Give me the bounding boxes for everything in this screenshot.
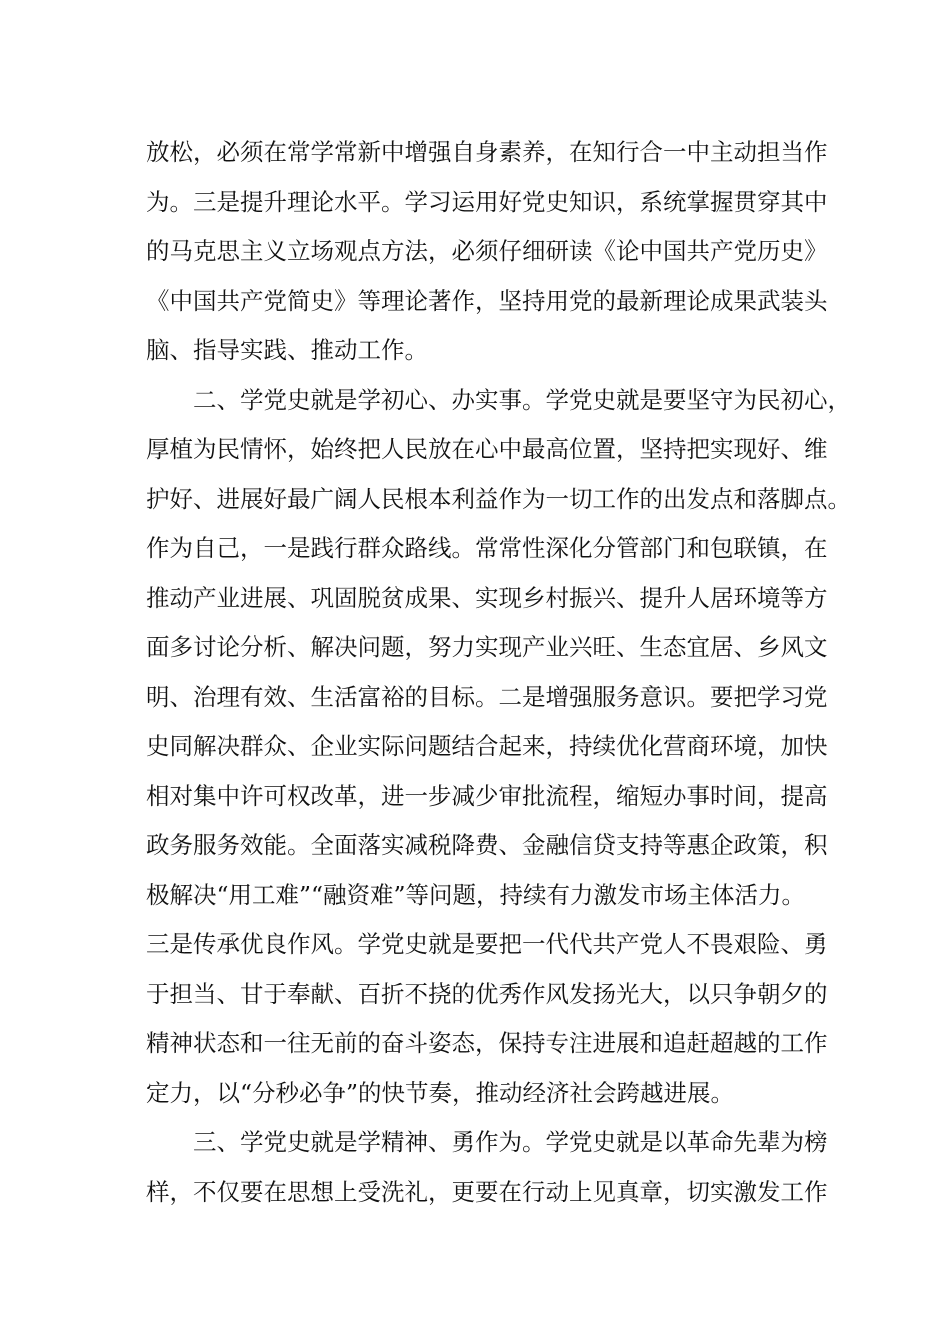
text-line: 于担当、甘于奉献、百折不挠的优秀作风发扬光大，以只争朝夕的	[146, 979, 828, 1008]
text-line: 放松，必须在常学常新中增强自身素养，在知行合一中主动担当作	[146, 138, 828, 166]
text-line: 护好、进展好最广阔人民根本利益作为一切工作的出发点和落脚点。	[146, 484, 851, 513]
text-line: 的马克思主义立场观点方法，必须仔细研读《论中国共产党历史》	[146, 237, 828, 265]
text-line: 明、治理有效、生活富裕的目标。二是增强服务意识。要把学习党	[146, 682, 828, 711]
text-line: 三是传承优良作风。学党史就是要把一代代共产党人不畏艰险、勇	[146, 930, 828, 958]
paragraph-start-line: 三、学党史就是学精神、勇作为。学党史就是以革命先辈为榜	[193, 1128, 828, 1156]
text-line: 作为自己，一是践行群众路线。常常性深化分管部门和包联镇，在	[146, 534, 828, 562]
text-line: 样，不仅要在思想上受洗礼，更要在行动上见真章，切实激发工作	[146, 1177, 828, 1206]
text-line: 脑、指导实践、推动工作。	[146, 336, 428, 364]
text-line: 史同解决群众、企业实际问题结合起来，持续优化营商环境，加快	[146, 732, 828, 760]
text-line: 面多讨论分析、解决问题，努力实现产业兴旺、生态宜居、乡风文	[146, 633, 828, 661]
text-line: 极解决“用工难”“融资难”等问题，持续有力激发市场主体活力。	[146, 880, 806, 909]
text-line: 推动产业进展、巩固脱贫成果、实现乡村振兴、提升人居环境等方	[146, 583, 828, 612]
text-line: 精神状态和一往无前的奋斗姿态，保持专注进展和追赶超越的工作	[146, 1029, 828, 1057]
text-line: 政务服务效能。全面落实减税降费、金融信贷支持等惠企政策，积	[146, 831, 828, 859]
paragraph-start-line: 二、学党史就是学初心、办实事。学党史就是要坚守为民初心，	[193, 385, 851, 414]
text-line: 为。三是提升理论水平。学习运用好党史知识，系统掌握贯穿其中	[146, 187, 828, 216]
body-text	[146, 128, 851, 1217]
text-line: 定力，以“分秒必争”的快节奏，推动经济社会跨越进展。	[146, 1078, 735, 1107]
text-line: 《中国共产党简史》等理论著作，坚持用党的最新理论成果武装头	[146, 286, 828, 315]
text-line: 厚植为民情怀，始终把人民放在心中最高位置，坚持把实现好、维	[146, 435, 828, 463]
text-line: 相对集中许可权改革，进一步减少审批流程，缩短办事时间，提高	[146, 781, 828, 810]
